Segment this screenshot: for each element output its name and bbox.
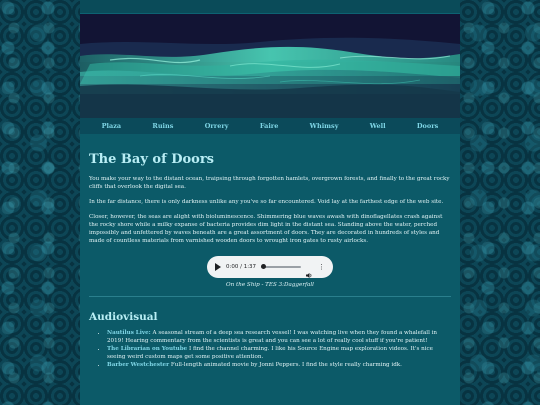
list-item: [107, 329, 451, 345]
list-item-text: A seasonal stream of a deep sea research vessel! I was watching live when they found a whalefall in 2019! Hearing commentary from the scientists is great and you can see a lot of really cool stuff if you're patient!: [107, 330, 438, 344]
audio-time: 0:00 / 1:37: [226, 264, 257, 270]
list-item: [107, 361, 451, 369]
audio-caption: On the Ship - TES 3:Daggerfall: [226, 282, 314, 288]
bioluminescent-sea-image: [80, 14, 460, 118]
barber-westchester-link[interactable]: Barber Westchester: [107, 362, 170, 368]
list-item: [107, 345, 451, 361]
play-icon[interactable]: [215, 263, 221, 271]
banner-image: [80, 14, 460, 118]
volume-icon[interactable]: [306, 264, 313, 271]
nautilus-live-link[interactable]: Nautilus Live:: [107, 330, 151, 336]
page-title: The Bay of Doors: [89, 152, 214, 167]
intro-paragraph: You make your way to the distant ocean, traipsing through forgotten hamlets, overgrown forests, and finally to the great rocky cliffs that overlook the digital sea.: [89, 176, 450, 190]
main-content: [80, 134, 460, 369]
page-container: [80, 0, 460, 405]
nav-item-whimsy[interactable]: Whimsy: [309, 122, 339, 130]
nav-item-plaza[interactable]: Plaza: [101, 122, 122, 130]
nav-item-doors[interactable]: Doors: [416, 122, 439, 130]
audio-player[interactable]: [207, 256, 333, 278]
nav-item-ruins[interactable]: Ruins: [152, 122, 174, 130]
nav-item-faire[interactable]: Faire: [259, 122, 279, 130]
audiovisual-list: [89, 329, 451, 369]
list-item-text: I find the channel charming. I like his Source Engine map exploration videos. It's nice seeing weird custom maps get some positive attention.: [107, 346, 433, 360]
section-divider: [89, 296, 451, 297]
bioluminescence-paragraph: Closer, however, the seas are alight with bioluminescence. Shimmering blue waves awash with dinoflagellates crash against the rocky shore while a milky expanse of bacteria provides dim light in the distant sea. Standing above the water, perched impossibly and unfettered by waves beneath are a great assortment of doors. They are decorated in hundreds of styles and made of countless materials from varnished wooden doors to wrought iron gates to rusty airlocks.: [89, 214, 443, 244]
nav-item-well[interactable]: Well: [369, 122, 386, 130]
darkness-paragraph: In the far distance, there is only darkness unlike any you've so far encountered. Void lay at the farthest edge of the web site.: [89, 199, 444, 205]
more-options-icon[interactable]: ⋮: [318, 262, 325, 271]
audio-seek-bar[interactable]: [261, 266, 301, 268]
top-bar: [80, 0, 460, 14]
main-nav: [80, 118, 460, 134]
nav-item-orrery[interactable]: Orrery: [204, 122, 229, 130]
list-item-text: Full-length animated movie by Jonni Peppers. I find the style really charming idk.: [169, 362, 402, 368]
librarian-youtube-link[interactable]: The Librarian on Youtube: [107, 346, 188, 352]
audiovisual-heading: Audiovisual: [89, 311, 158, 323]
